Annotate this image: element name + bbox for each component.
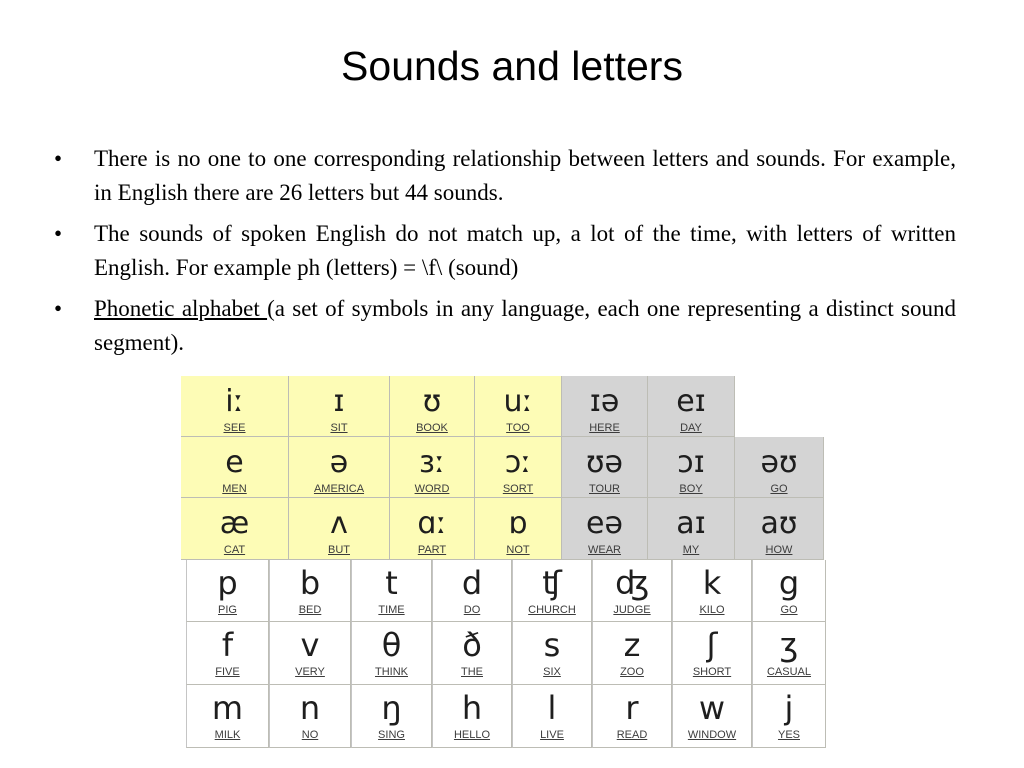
consonant-cell <box>512 560 592 622</box>
phoneme-symbol: eə <box>586 506 623 541</box>
consonant-cell <box>186 560 269 622</box>
consonant-cell <box>512 622 592 685</box>
consonant-cell <box>351 685 432 748</box>
diphthong-cell <box>562 376 648 437</box>
bullet-text: There is no one to one corresponding relationship between letters and sounds. For example, in English there are 26 letters but 44 sounds. <box>94 146 956 205</box>
phoneme-symbol: θ <box>381 626 402 664</box>
example-word: PART <box>417 544 447 556</box>
consonant-cell <box>672 622 752 685</box>
consonant-cell <box>432 622 512 685</box>
bullet-marker: • <box>54 146 63 171</box>
phoneme-symbol: aʊ <box>760 506 798 541</box>
example-word: GO <box>780 604 798 616</box>
phoneme-symbol: g <box>778 564 800 602</box>
vowel-cell <box>181 437 289 498</box>
bullet-item <box>52 292 956 360</box>
bullet-text: (a set of symbols in any language, each one representing a distinct sound segment). <box>94 296 956 355</box>
phoneme-symbol: j <box>784 689 794 727</box>
vowel-cell <box>390 437 475 498</box>
diphthong-cell <box>735 437 824 498</box>
phoneme-symbol: ŋ <box>381 689 402 727</box>
phoneme-symbol: ʌ <box>330 506 348 541</box>
phoneme-symbol: ɒ <box>508 506 528 541</box>
consonant-cell <box>432 560 512 622</box>
phoneme-symbol: d <box>461 564 483 602</box>
phoneme-symbol: t <box>385 564 398 602</box>
example-word: CHURCH <box>528 604 576 616</box>
phonemic-chart-image <box>181 376 831 748</box>
phoneme-symbol: ʒ <box>779 626 799 664</box>
bullet-list <box>52 142 956 367</box>
vowel-cell <box>181 376 289 437</box>
example-word: NO <box>301 729 319 741</box>
consonant-cell <box>752 685 826 748</box>
bullet-text: The sounds of spoken English do not match up, a lot of the time, with letters of written English. For example ph (letters) = \f\ (sound) <box>94 221 956 280</box>
example-word: SIT <box>330 422 348 434</box>
bullet-marker: • <box>54 221 63 246</box>
phoneme-symbol: z <box>623 626 641 664</box>
consonant-cell <box>752 622 826 685</box>
phoneme-symbol: b <box>299 564 321 602</box>
phoneme-symbol: ʃ <box>706 626 718 664</box>
phoneme-symbol: h <box>461 689 483 727</box>
phoneme-symbol: v <box>300 626 320 664</box>
phoneme-symbol: ɜː <box>418 445 446 480</box>
phoneme-symbol: ʊ <box>422 384 442 419</box>
example-word: HELLO <box>453 729 491 741</box>
diphthong-cell <box>648 376 735 437</box>
vowel-cell <box>289 498 390 560</box>
phoneme-symbol: r <box>625 689 639 727</box>
phoneme-symbol: aɪ <box>676 506 706 541</box>
phoneme-symbol: ə <box>329 445 349 480</box>
phoneme-symbol: uː <box>503 384 533 419</box>
vowel-cell <box>289 437 390 498</box>
phoneme-symbol: ɑː <box>417 506 447 541</box>
vowel-cell <box>390 376 475 437</box>
example-word: HERE <box>589 422 620 434</box>
diphthong-cell <box>648 498 735 560</box>
bullet-marker: • <box>54 296 63 321</box>
phoneme-symbol: f <box>221 626 234 664</box>
phoneme-symbol: əʊ <box>760 445 798 480</box>
example-word: YES <box>777 729 800 741</box>
vowel-cell <box>181 498 289 560</box>
phoneme-symbol: k <box>702 564 722 602</box>
consonant-cell <box>672 685 752 748</box>
vowel-cell <box>289 376 390 437</box>
consonant-cell <box>672 560 752 622</box>
vowel-cell <box>475 376 562 437</box>
example-word: SHORT <box>692 666 732 678</box>
example-word: BUT <box>328 544 350 556</box>
example-word: WORD <box>414 483 450 495</box>
diphthong-cell <box>562 437 648 498</box>
vowel-cell <box>475 437 562 498</box>
example-word: ZOO <box>620 666 644 678</box>
consonant-cell <box>186 685 269 748</box>
vowel-cell <box>475 498 562 560</box>
phoneme-symbol: ʧ <box>542 564 562 602</box>
phoneme-symbol: eɪ <box>676 384 706 419</box>
consonant-cell <box>351 622 432 685</box>
phoneme-symbol: æ <box>219 506 250 541</box>
example-word: SORT <box>502 483 534 495</box>
phoneme-symbol: s <box>543 626 561 664</box>
example-word: PIG <box>218 604 237 616</box>
example-word: TOUR <box>589 483 620 495</box>
example-word: GO <box>770 483 788 495</box>
slide-title: Sounds and letters <box>341 43 683 89</box>
example-word: SIX <box>543 666 561 678</box>
consonant-cell <box>351 560 432 622</box>
phoneme-symbol: ʊə <box>586 445 623 480</box>
phonetic-alphabet-link[interactable]: Phonetic alphabet <box>94 296 268 321</box>
example-word: WINDOW <box>687 729 737 741</box>
diphthong-cell <box>735 498 824 560</box>
phoneme-symbol: ɔː <box>504 445 532 480</box>
bullet-item <box>52 217 956 285</box>
consonant-cell <box>432 685 512 748</box>
example-word: BOOK <box>416 422 448 434</box>
consonant-cell <box>269 560 351 622</box>
example-word: MILK <box>214 729 241 741</box>
phoneme-symbol: ð <box>462 626 482 664</box>
phoneme-symbol: n <box>299 689 321 727</box>
consonant-cell <box>592 560 672 622</box>
consonant-cell <box>186 622 269 685</box>
phoneme-symbol: l <box>547 689 557 727</box>
diphthong-cell <box>562 498 648 560</box>
example-word: SEE <box>223 422 246 434</box>
phoneme-symbol: ɔɪ <box>677 445 705 480</box>
consonant-cell <box>592 685 672 748</box>
bullet-item <box>52 142 956 210</box>
phoneme-symbol: ʤ <box>615 564 649 602</box>
example-word: LIVE <box>540 729 564 741</box>
example-word: BOY <box>679 483 703 495</box>
phoneme-symbol: m <box>211 689 244 727</box>
example-word: MY <box>682 544 700 556</box>
example-word: CASUAL <box>766 666 812 678</box>
example-word: WEAR <box>588 544 621 556</box>
example-word: BED <box>298 604 322 616</box>
example-word: READ <box>616 729 648 741</box>
example-word: VERY <box>295 666 325 678</box>
phoneme-symbol: e <box>225 445 244 480</box>
example-word: JUDGE <box>613 604 651 616</box>
example-word: DAY <box>680 422 702 434</box>
example-word: FIVE <box>215 666 240 678</box>
phoneme-symbol: iː <box>225 384 244 419</box>
example-word: MEN <box>222 483 247 495</box>
example-word: HOW <box>765 544 793 556</box>
example-word: THINK <box>375 666 408 678</box>
example-word: NOT <box>506 544 530 556</box>
consonant-cell <box>592 622 672 685</box>
example-word: TOO <box>506 422 530 434</box>
example-word: THE <box>461 666 483 678</box>
phoneme-symbol: ɪə <box>589 384 620 419</box>
example-word: CAT <box>223 544 246 556</box>
example-word: AMERICA <box>313 483 365 495</box>
consonant-cell <box>269 685 351 748</box>
phoneme-symbol: w <box>698 689 726 727</box>
example-word: SING <box>378 729 405 741</box>
example-word: TIME <box>378 604 405 616</box>
example-word: KILO <box>699 604 725 616</box>
consonant-cell <box>269 622 351 685</box>
phoneme-symbol: p <box>217 564 238 602</box>
consonant-cell <box>512 685 592 748</box>
vowel-cell <box>390 498 475 560</box>
example-word: DO <box>463 604 481 616</box>
phoneme-symbol: ɪ <box>333 384 345 419</box>
diphthong-cell <box>648 437 735 498</box>
consonant-cell <box>752 560 826 622</box>
